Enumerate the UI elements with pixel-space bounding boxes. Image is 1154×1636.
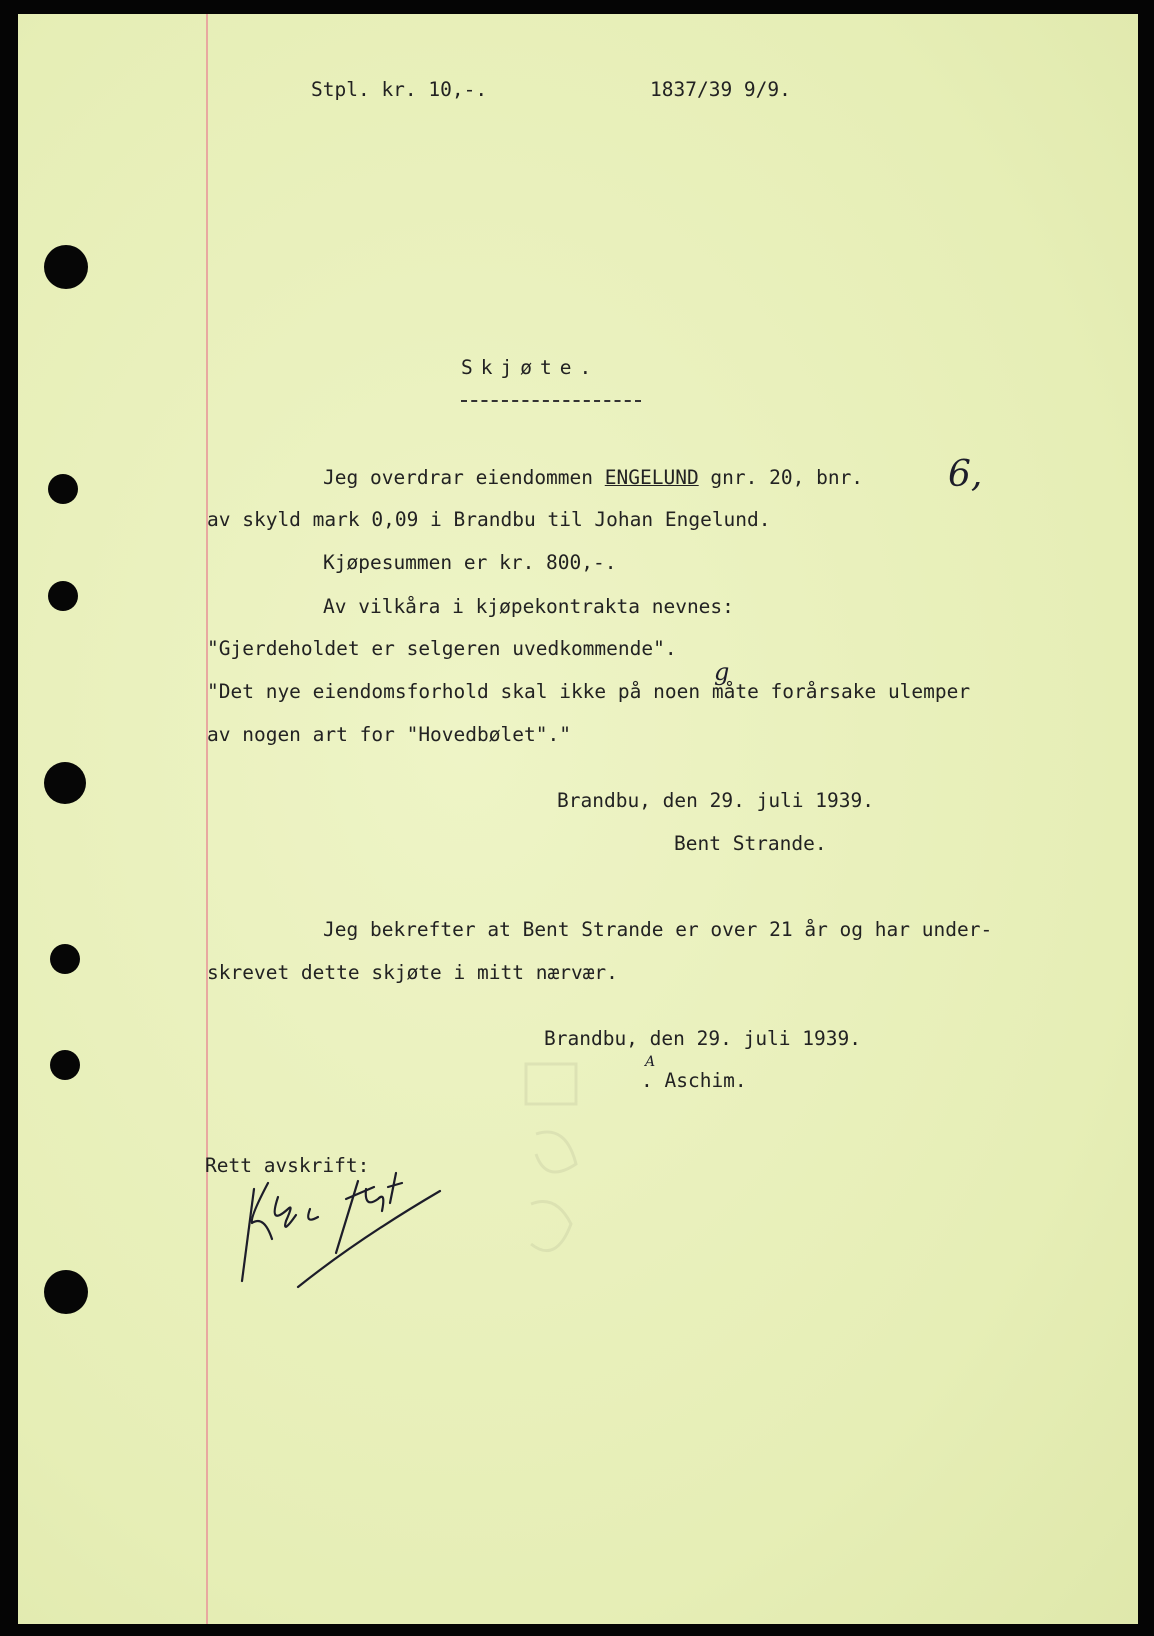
punch-hole: [44, 245, 88, 289]
document-page: [18, 14, 1138, 1624]
handwritten-initial: A: [645, 1054, 656, 1070]
punch-hole: [48, 581, 78, 611]
body-line-6: "Det nye eiendomsforhold skal ikke på noen måte forårsake ulemper: [207, 680, 971, 703]
punch-hole: [44, 762, 86, 804]
body-line-4: Av vilkåra i kjøpekontrakta nevnes:: [323, 595, 734, 618]
confirmation-line-2: skrevet dette skjøte i mitt nærvær.: [207, 961, 618, 984]
punch-hole: [44, 1270, 88, 1314]
certification-label: Rett avskrift:: [205, 1154, 370, 1177]
body-line-5: "Gjerdeholdet er selgeren uvedkommende".: [207, 637, 677, 660]
handwritten-bnr: 6,: [948, 454, 983, 495]
handwritten-correction: g: [714, 658, 730, 686]
body-line-7: av nogen art for "Hovedbølet".": [207, 723, 571, 746]
place-date-1: Brandbu, den 29. juli 1939.: [557, 789, 874, 812]
margin-rule: [206, 14, 208, 1624]
registration-number: 1837/39 9/9.: [650, 78, 791, 101]
signer-name-1: Bent Strande.: [674, 832, 827, 855]
corrected-letter: o: [664, 680, 677, 703]
property-name: ENGELUND: [604, 466, 699, 489]
signature-text: Kfr. Sk. F.: [398, 1189, 403, 1190]
punch-hole: [50, 944, 80, 974]
punch-hole: [50, 1050, 80, 1080]
faint-stamp-mark: [506, 1054, 606, 1274]
place-date-2: Brandbu, den 29. juli 1939.: [544, 1027, 861, 1050]
title-underline: [461, 400, 641, 402]
punch-hole: [48, 474, 78, 504]
document-title: Skjøte.: [461, 356, 600, 379]
confirmation-line-1: Jeg bekrefter at Bent Strande er over 21 år og har under-: [323, 918, 993, 941]
stamp-duty-note: Stpl. kr. 10,-.: [311, 78, 488, 101]
signer-name-2: . Aschim.: [641, 1069, 747, 1092]
handwritten-signature: [238, 1169, 478, 1309]
body-line-3: Kjøpesummen er kr. 800,-.: [323, 551, 617, 574]
body-line-2: av skyld mark 0,09 i Brandbu til Johan Engelund.: [207, 508, 771, 531]
body-line-1: Jeg overdrar eiendommen ENGELUND gnr. 20, bnr.: [323, 466, 875, 489]
